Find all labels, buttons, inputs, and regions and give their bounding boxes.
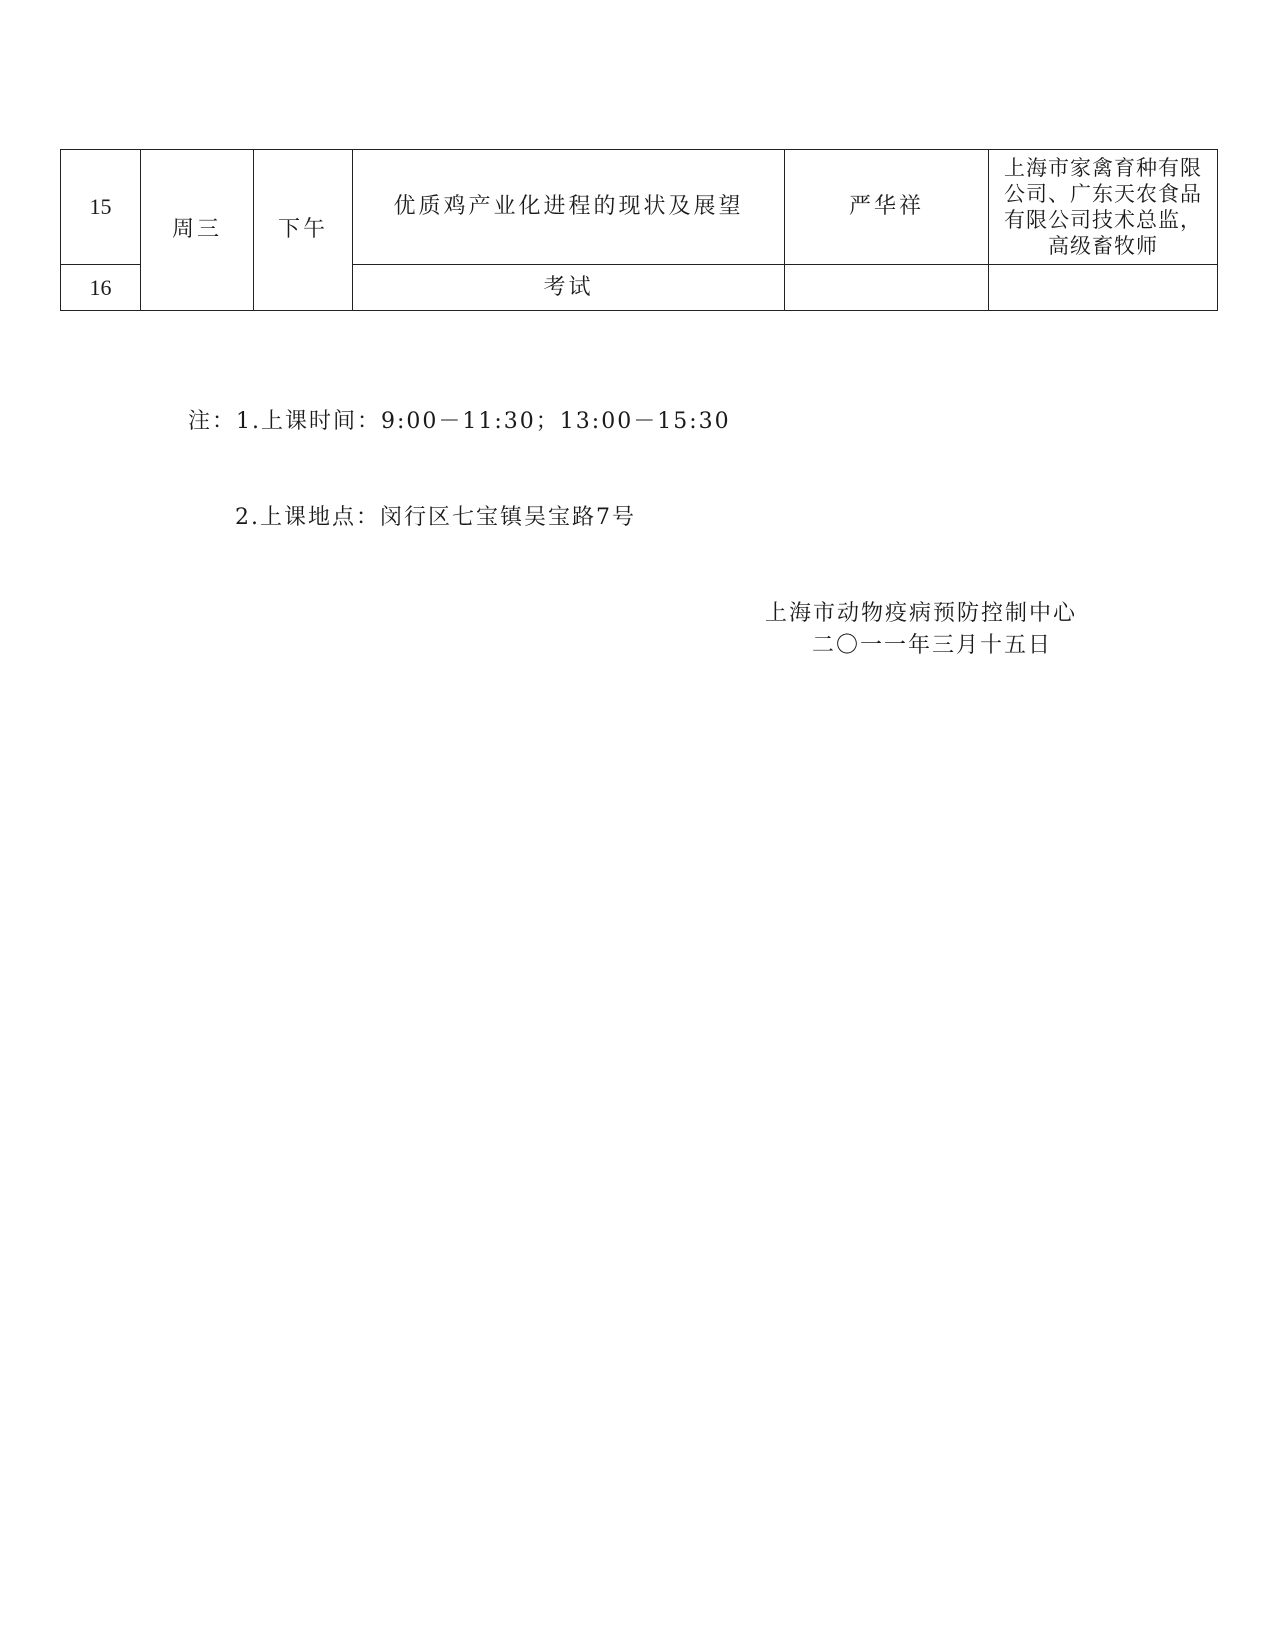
lecturer-cell: 严华祥 bbox=[785, 150, 989, 265]
unit-line: 公司、广东天农食品 bbox=[1004, 181, 1202, 206]
unit-line: 高级畜牧师 bbox=[1048, 234, 1158, 259]
table-row bbox=[61, 150, 1218, 265]
note-class-location: 2.上课地点：闵行区七宝镇吴宝路7号 bbox=[235, 505, 636, 530]
issuing-organization: 上海市动物疫病预防控制中心 bbox=[765, 601, 1078, 626]
unit-line: 有限公司技术总监， bbox=[1004, 208, 1202, 232]
lecturer-cell bbox=[785, 265, 989, 311]
unit-line: 上海市家禽育种有限 bbox=[1004, 155, 1202, 180]
note-class-time: 注：1.上课时间：9:00－11:30；13:00－15:30 bbox=[188, 409, 731, 434]
issue-date: 二〇一一年三月十五日 bbox=[812, 633, 1053, 658]
session-cell: 下午 bbox=[254, 150, 353, 311]
day-cell: 周三 bbox=[141, 150, 254, 311]
topic-cell: 考试 bbox=[353, 265, 785, 311]
row-number-cell: 15 bbox=[61, 150, 141, 265]
topic-cell: 优质鸡产业化进程的现状及展望 bbox=[353, 150, 785, 265]
notes-block bbox=[188, 342, 731, 598]
unit-cell bbox=[989, 150, 1218, 265]
schedule-table bbox=[60, 149, 1218, 311]
unit-cell bbox=[989, 265, 1218, 311]
row-number-cell: 16 bbox=[61, 265, 141, 311]
